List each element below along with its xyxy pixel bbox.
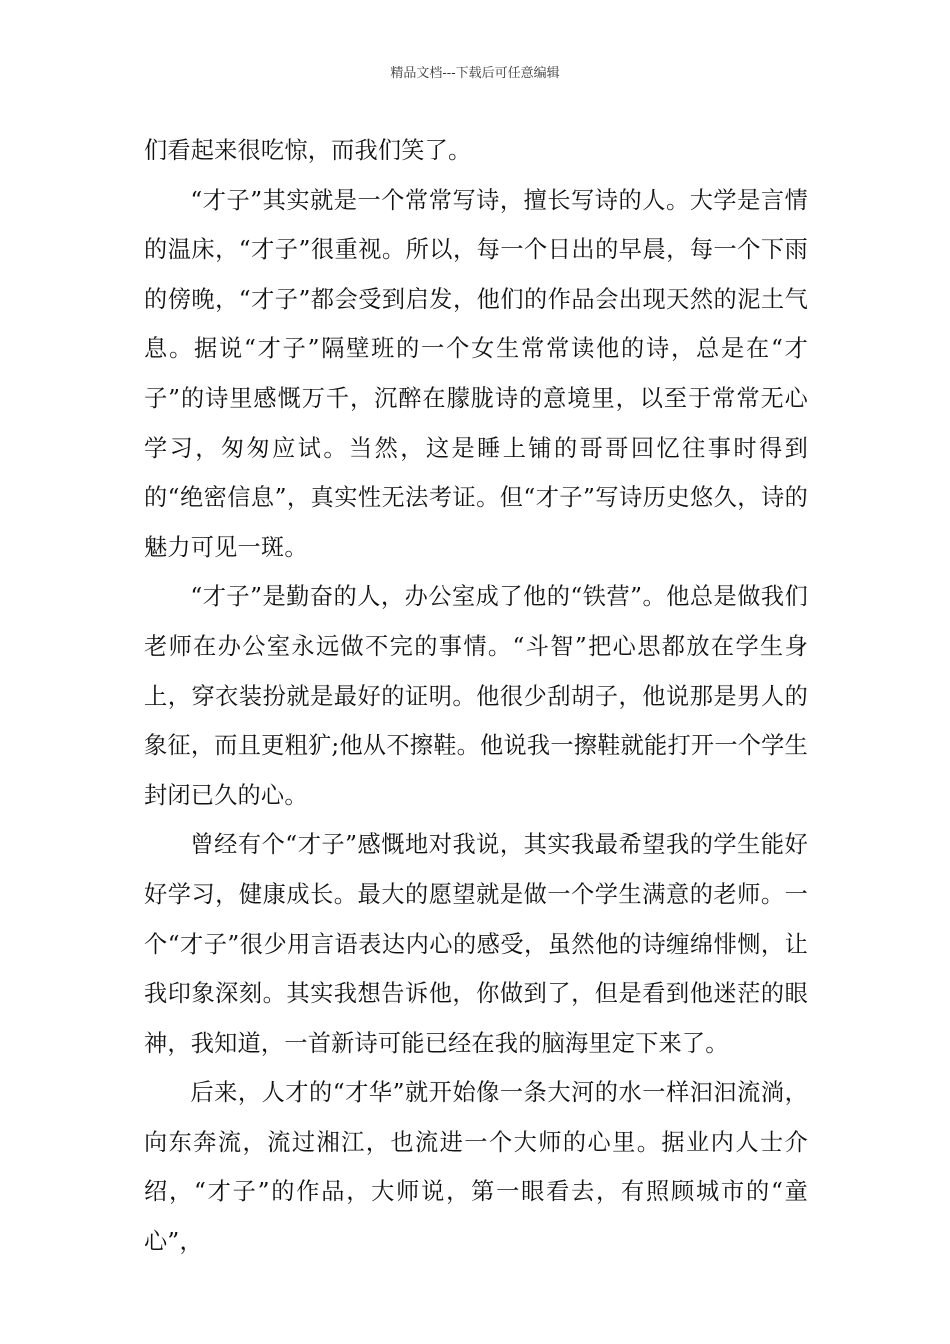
paragraph-1: 们看起来很吃惊，而我们笑了。 xyxy=(144,137,472,164)
paragraph-2: “才子”其实就是一个常常写诗，擅长写诗的人。大学是言情的温床，“才子”很重视。所以，每一个日出的早晨，每一个下雨的傍晚，“才子”都会受到启发，他们的作品会出现天然的泥土气息。据说“才子”隔壁班的一个女生常常读他的诗，总是在“才子”的诗里感慨万千，沉醉在朦胧诗的意境里，以至于常常无心学习，匆匆应试。当然，这是睡上铺的哥哥回忆往事时得到的“绝密信息”，真实性无法考证。但“才子”写诗历史悠久，诗的魅力可见一斑。 xyxy=(144,186,808,561)
paragraph-5: 后来，人才的“才华”就开始像一条大河的水一样汩汩流淌，向东奔流，流过湘江，也流进一个大师的心里。据业内人士介绍，“才子”的作品，大师说，第一眼看去，有照顾城市的“童心”， xyxy=(144,1079,808,1256)
paragraph-4: 曾经有个“才子”感慨地对我说，其实我最希望我的学生能好好学习，健康成长。最大的愿望就是做一个学生满意的老师。一个“才子”很少用言语表达内心的感受，虽然他的诗缠绵悱恻，让我印象深刻。其实我想告诉他，你做到了，但是看到他迷茫的眼神，我知道，一首新诗可能已经在我的脑海里定下来了。 xyxy=(144,831,808,1057)
document-body xyxy=(144,126,808,1267)
paragraph-3: “才子”是勤奋的人，办公室成了他的“铁营”。他总是做我们老师在办公室永远做不完的事情。“斗智”把心思都放在学生身上，穿衣装扮就是最好的证明。他很少刮胡子，他说那是男人的象征，而且更粗犷;他从不擦鞋。他说我一擦鞋就能打开一个学生封闭已久的心。 xyxy=(144,583,808,809)
page-header: 精品文档---下载后可任意编辑 xyxy=(390,66,560,81)
